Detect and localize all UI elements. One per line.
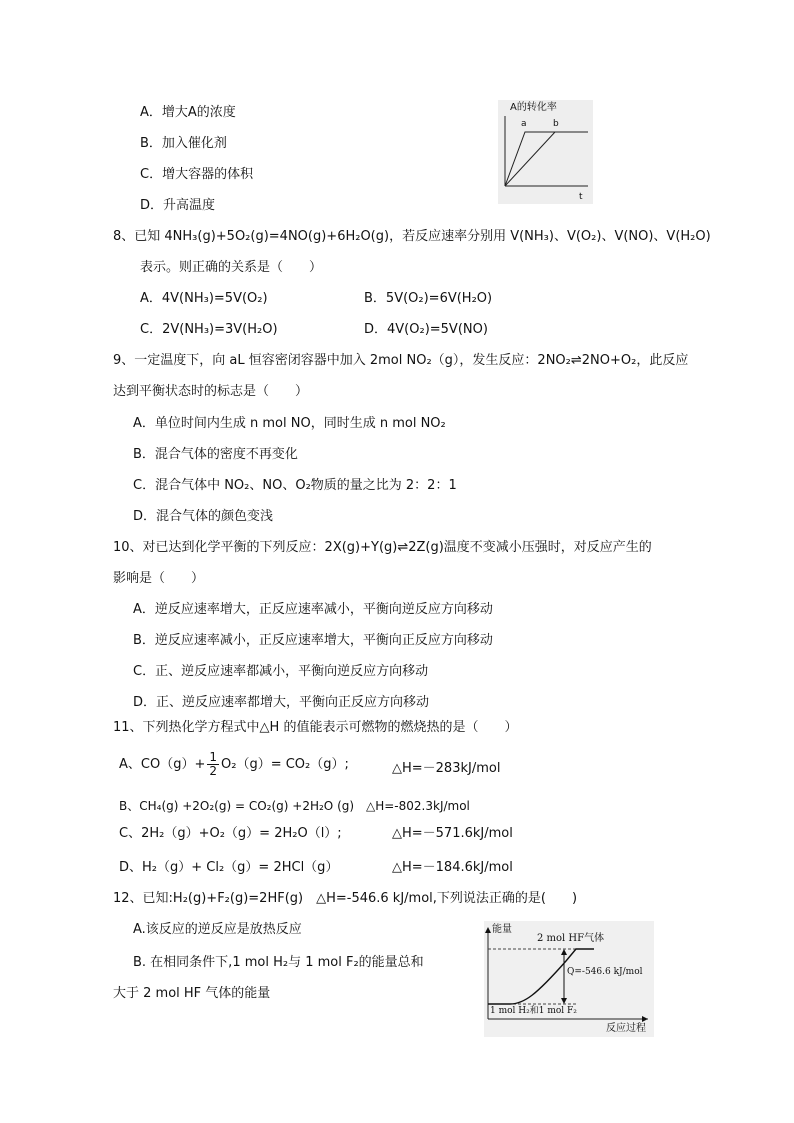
q10-stem-line2: 影响是（ ） bbox=[113, 571, 205, 586]
q11-stem: 11、下列热化学方程式中△H 的值能表示可燃物的燃烧热的是（ ） bbox=[113, 720, 518, 735]
q8-option-c: C．2V(NH₃)=3V(H₂O) bbox=[140, 322, 278, 337]
q12-x-arrow bbox=[642, 1016, 648, 1022]
q7-option-b: B．加入催化剂 bbox=[140, 136, 227, 151]
q10-option-c: C．正、逆反应速率都减小，平衡向逆反应方向移动 bbox=[133, 664, 429, 679]
q12-y-arrow bbox=[485, 927, 491, 933]
q11-fraction-numerator: 1 bbox=[209, 750, 217, 764]
q9-option-d: D．混合气体的颜色变浅 bbox=[133, 509, 274, 524]
q12-q-arrow-down bbox=[561, 998, 567, 1004]
q12-option-a: A.该反应的逆反应是放热反应 bbox=[133, 922, 302, 937]
q12-diagram-ylabel: 能量 bbox=[492, 924, 512, 935]
q7-graph-label-a: a bbox=[521, 119, 527, 129]
q12-option-b-line1: B. 在相同条件下,1 mol H₂与 1 mol F₂的能量总和 bbox=[133, 955, 424, 970]
q11-option-c: C、2H₂（g）+O₂（g）= 2H₂O（l）; bbox=[119, 826, 342, 841]
q9-stem-line1: 9、一定温度下，向 aL 恒容密闭容器中加入 2mol NO₂（g），发生反应：2NO₂⇌2NO+O₂，此反应 bbox=[113, 353, 689, 368]
q12-option-b-line2: 大于 2 mol HF 气体的能量 bbox=[113, 986, 271, 1001]
q12-diagram-bottom-label: 1 mol H₂和1 mol F₂ bbox=[490, 1006, 577, 1016]
q11-option-a bbox=[119, 748, 349, 782]
q7-graph-svg bbox=[498, 100, 593, 204]
q8-option-b: B．5V(O₂)=6V(H₂O) bbox=[364, 291, 493, 306]
q8-option-a: A．4V(NH₃)=5V(O₂) bbox=[140, 291, 268, 306]
q12-diagram-xlabel: 反应过程 bbox=[606, 1023, 646, 1034]
q10-option-a: A．逆反应速率增大，正反应速率减小，平衡向逆反应方向移动 bbox=[133, 602, 493, 617]
q8-stem-line2: 表示。则正确的关系是（ ） bbox=[140, 260, 323, 275]
q11-option-d: D、H₂（g）+ Cl₂（g）= 2HCl（g） bbox=[119, 860, 339, 875]
q11-option-a-enthalpy: △H=－283kJ/mol bbox=[392, 761, 501, 776]
q7-curve-b bbox=[505, 132, 555, 186]
q9-option-b: B．混合气体的密度不再变化 bbox=[133, 447, 298, 462]
q10-stem-line1: 10、对已达到化学平衡的下列反应：2X(g)+Y(g)⇌2Z(g)温度不变减小压强时，对反应产生的 bbox=[113, 540, 652, 555]
q12-q-arrow-up bbox=[561, 949, 567, 955]
q9-option-c: C．混合气体中 NO₂、NO、O₂物质的量之比为 2：2：1 bbox=[133, 478, 457, 493]
q12-diagram-q-label: Q=-546.6 kJ/mol bbox=[567, 967, 643, 977]
q7-curve-a bbox=[505, 132, 588, 186]
q9-stem-line2: 达到平衡状态时的标志是（ ） bbox=[113, 384, 309, 399]
q11-option-b: B、CH₄(g) +2O₂(g) = CO₂(g) +2H₂O (g) bbox=[119, 799, 355, 813]
q9-option-a: A．单位时间内生成 n mol NO，同时生成 n mol NO₂ bbox=[133, 416, 446, 431]
q11-option-b-enthalpy: △H=-802.3kJ/mol bbox=[366, 799, 470, 813]
q7-option-a: A．增大A的浓度 bbox=[140, 105, 236, 120]
q7-option-c: C．增大容器的体积 bbox=[140, 167, 254, 182]
q10-option-b: B．逆反应速率减小，正反应速率增大，平衡向正反应方向移动 bbox=[133, 633, 493, 648]
q11-fraction bbox=[207, 751, 219, 778]
q7-conversion-graph bbox=[498, 100, 593, 204]
q11-fraction-denominator: 2 bbox=[209, 764, 217, 778]
q11-option-a-prefix: A、CO（g）+ bbox=[119, 757, 206, 772]
q12-diagram-top-label: 2 mol HF气体 bbox=[537, 933, 605, 944]
q11-option-d-enthalpy: △H=－184.6kJ/mol bbox=[392, 860, 513, 875]
q7-graph-label-b: b bbox=[553, 119, 559, 129]
q7-graph-ylabel: A的转化率 bbox=[510, 102, 557, 113]
q7-graph-xlabel: t bbox=[579, 192, 583, 202]
q10-option-d: D．正、逆反应速率都增大，平衡向正反应方向移动 bbox=[133, 695, 430, 710]
q7-option-d: D．升高温度 bbox=[140, 198, 216, 213]
q8-option-d: D．4V(O₂)=5V(NO) bbox=[364, 322, 488, 337]
q12-energy-diagram bbox=[484, 921, 654, 1037]
q12-stem: 12、已知:H₂(g)+F₂(g)=2HF(g) △H=-546.6 kJ/mol,下列说法正确的是( ) bbox=[113, 891, 578, 906]
q8-stem-line1: 8、已知 4NH₃(g)+5O₂(g)=4NO(g)+6H₂O(g)，若反应速率分别用 V(NH₃)、V(O₂)、V(NO)、V(H₂O) bbox=[113, 229, 711, 244]
q11-option-c-enthalpy: △H=－571.6kJ/mol bbox=[392, 826, 513, 841]
q11-option-a-suffix: O₂（g）= CO₂（g）; bbox=[221, 757, 349, 772]
